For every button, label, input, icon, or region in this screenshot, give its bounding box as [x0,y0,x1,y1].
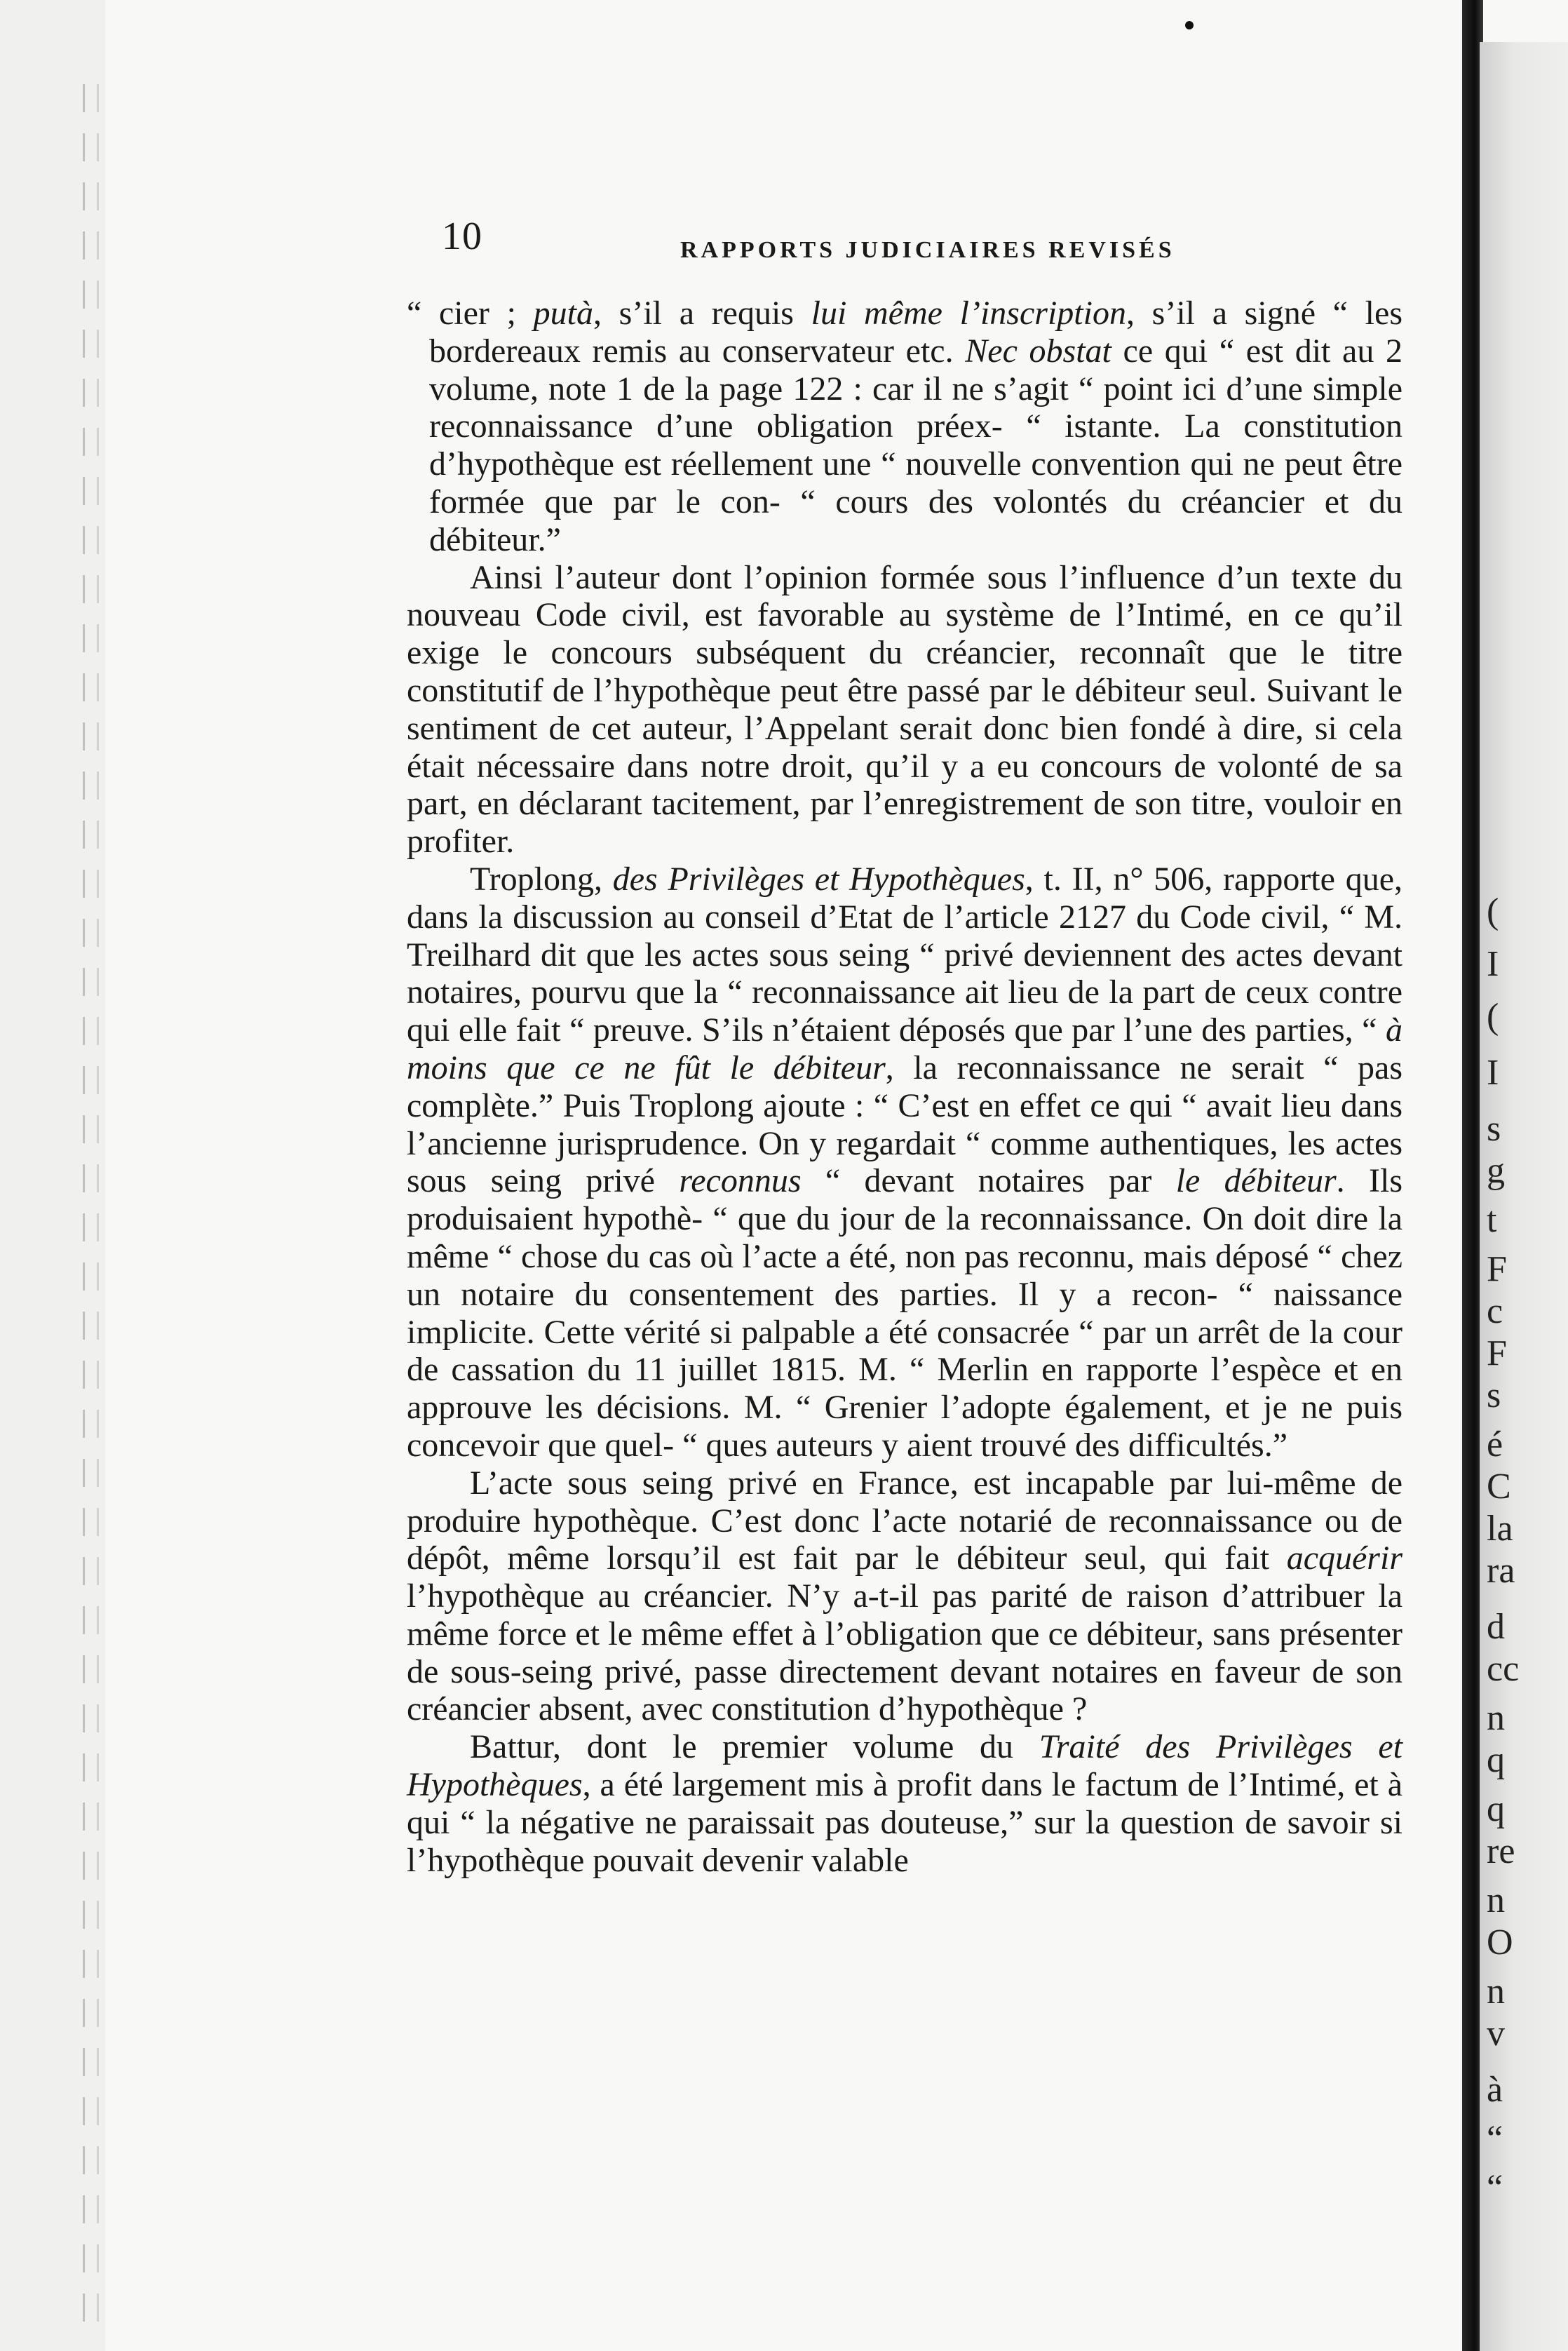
adjacent-page-fragment: n [1487,1698,1505,1738]
adjacent-page-edge [1480,42,1568,2351]
paragraph [407,295,1403,559]
adjacent-page-fragment: s [1487,1109,1501,1149]
adjacent-page-fragment: F [1487,1249,1507,1289]
adjacent-page-fragment: à [1487,2070,1503,2110]
text-run: “ devant notaires par [801,1162,1176,1200]
italic-run: lui même l’inscription [811,295,1126,332]
adjacent-page-fragment: t [1487,1200,1497,1240]
adjacent-page-fragment: ra [1487,1551,1515,1591]
adjacent-page-fragment: C [1487,1467,1511,1507]
paragraph [407,861,1403,1464]
text-run: , la reconnaissance ne serait “ pas complète.” Puis Troplong ajoute : “ C’est en effet ce qui “ avait lieu dans l’ancienne jurisprudence. On y regardait “ comme authentiques, les actes sous seing privé [407,1049,1403,1200]
paragraph [407,559,1403,861]
text-run: , s’il a requis [593,295,811,332]
scan-left-margin [0,0,105,2351]
italic-run: Nec obstat [965,332,1111,370]
adjacent-page-fragment: s [1487,1375,1501,1415]
italic-run: acquérir [1286,1540,1403,1577]
text-run: Battur, dont le premier volume du [470,1728,1039,1766]
adjacent-page-fragment: é [1487,1424,1503,1464]
italic-run: reconnus [679,1162,802,1200]
adjacent-page-fragment: ( [1487,891,1499,931]
running-head: RAPPORTS JUDICIAIRES REVISÉS [680,237,1175,263]
body-text [407,295,1403,1879]
text-run: Troplong, [470,860,613,898]
margin-rule [97,84,99,2329]
ink-speck [1185,21,1194,29]
margin-rule [83,84,85,2329]
italic-run: putà [533,295,593,332]
italic-run: à moins que ce ne fût le débiteur [407,1011,1403,1086]
text-run: . Ils produisaient hypothè- “ que du jour de la reconnaissance. On doit dire la même “ chose du cas où l’acte a été, non pas reconnu, mais déposé “ chez un notaire du consentement des parties. Il y a recon- “ naissance implicite. Cette vérité si palpable a été consacrée “ par un arrêt de la cour de cassation du 11 juillet 1815. M. “ Merlin en rapporte l’espèce et en approuve les décisions. M. “ Grenier l’adopte également, et je ne puis concevoir que quel- “ ques auteurs y aient trouvé des difficultés.” [407,1162,1403,1464]
adjacent-page-fragment: la [1487,1509,1513,1549]
adjacent-page-fragment: d [1487,1607,1505,1647]
adjacent-page-fragment: q [1487,1789,1505,1829]
text-run: l’hypothèque au créancier. N’y a-t-il pas parité de raison d’attribuer la même force et le même effet à l’obligation que ce débiteur, sans présenter de sous-seing privé, passe directement devant notaires en faveur de son créancier absent, avec constitution d’hypothèque ? [407,1577,1403,1728]
text-run: Ainsi l’auteur dont l’opinion formée sous l’influence d’un texte du nouveau Code civil, est favorable au système de l’Intimé, en ce qu’il exige le concours subséquent du créancier, reconnaît que le titre constitutif de l’hypothèque peut être passé par le débiteur seul. Suivant le sentiment de cet auteur, l’Appelant serait donc bien fondé à dire, si cela était nécessaire dans notre droit, qu’il y a eu concours de volonté de sa part, en déclarant tacitement, par l’enregistrement de son titre, vouloir en profiter. [407,558,1403,861]
text-run: L’acte sous seing privé en France, est incapable par lui-même de produire hypothèque. C’est donc l’acte notarié de reconnaissance ou de dépôt, même lorsqu’il est fait par le débiteur seul, qui fait [407,1464,1403,1577]
italic-run: Traité des Privilèges et Hypothèques [407,1728,1403,1804]
adjacent-page-fragment: I [1487,944,1499,984]
adjacent-page-fragment: c [1487,1291,1503,1331]
text-run: , a été largement mis à profit dans le factum de l’Intimé, et à qui “ la négative ne paraissait pas douteuse,” sur la question de savoir si l’hypothèque pouvait devenir valable [407,1766,1403,1879]
adjacent-page-fragment: re [1487,1831,1515,1871]
adjacent-page-fragment: O [1487,1922,1513,1962]
adjacent-page-fragment: I [1487,1053,1499,1093]
italic-run: des Privilèges et Hypothèques [612,860,1025,898]
paragraph [407,1728,1403,1879]
adjacent-page-fragment: n [1487,1880,1505,1920]
adjacent-page-fragment: cc [1487,1649,1520,1689]
italic-run: le débiteur [1175,1162,1337,1200]
page-number: 10 [442,215,482,258]
paragraph [407,1464,1403,1729]
adjacent-page-fragment: v [1487,2014,1505,2054]
adjacent-page-fragment: q [1487,1740,1505,1780]
adjacent-page-fragment: n [1487,1972,1505,2012]
adjacent-page-fragment: “ [1487,2119,1503,2159]
adjacent-page-fragment: F [1487,1333,1507,1373]
text-run: , s’il a signé “ les bordereaux remis au conservateur etc. [429,295,1403,370]
adjacent-page-fragment: ( [1487,997,1499,1037]
text-run: “ cier ; [407,295,534,332]
adjacent-page-fragment: g [1487,1151,1505,1191]
text-run: , t. II, n° 506, rapporte que, dans la discussion au conseil d’Etat de l’article 2127 du Code civil, “ M. Treilhard dit que les actes sous seing “ privé deviennent des actes devant notaires, pourvu que la “ reconnaissance ait lieu de la part de ceux contre qui elle fait “ preuve. S’ils n’étaient déposés que par l’une des parties, “ [407,860,1403,1049]
text-run: ce qui “ est dit au 2 volume, note 1 de la page 122 : car il ne s’agit “ point ici d’une simple reconnaissance d’une obligation préex- “ istante. La constitution d’hypothèque est réellement une “ nouvelle convention qui ne peut être formée que par le con- “ cours des volontés du créancier et du débiteur.” [429,332,1403,558]
adjacent-page-fragment: “ [1487,2168,1503,2208]
